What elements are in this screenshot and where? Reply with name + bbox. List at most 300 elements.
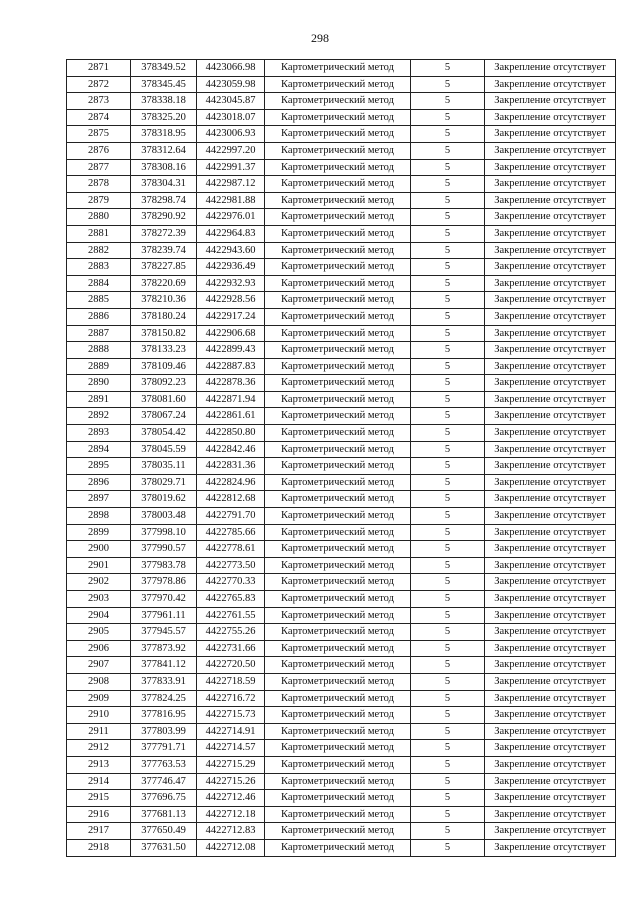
x-coordinate-cell: 377841.12 <box>131 657 197 674</box>
table-row <box>67 591 616 608</box>
method-cell: Картометрический метод <box>265 740 411 757</box>
point-number-cell: 2914 <box>67 773 131 790</box>
method-cell: Картометрический метод <box>265 541 411 558</box>
y-coordinate-cell: 4423066.98 <box>197 60 265 77</box>
method-cell: Картометрический метод <box>265 375 411 392</box>
accuracy-cell: 5 <box>411 474 485 491</box>
y-coordinate-cell: 4422943.60 <box>197 242 265 259</box>
x-coordinate-cell: 378220.69 <box>131 275 197 292</box>
point-number-cell: 2892 <box>67 408 131 425</box>
x-coordinate-cell: 377681.13 <box>131 806 197 823</box>
method-cell: Картометрический метод <box>265 491 411 508</box>
y-coordinate-cell: 4422899.43 <box>197 342 265 359</box>
x-coordinate-cell: 378081.60 <box>131 391 197 408</box>
y-coordinate-cell: 4422991.37 <box>197 159 265 176</box>
x-coordinate-cell: 378019.62 <box>131 491 197 508</box>
accuracy-cell: 5 <box>411 458 485 475</box>
y-coordinate-cell: 4422976.01 <box>197 209 265 226</box>
fixation-cell: Закрепление отсутствует <box>485 358 616 375</box>
x-coordinate-cell: 378054.42 <box>131 425 197 442</box>
x-coordinate-cell: 377631.50 <box>131 839 197 856</box>
accuracy-cell: 5 <box>411 408 485 425</box>
y-coordinate-cell: 4422987.12 <box>197 176 265 193</box>
method-cell: Картометрический метод <box>265 690 411 707</box>
x-coordinate-cell: 377873.92 <box>131 640 197 657</box>
x-coordinate-cell: 378318.95 <box>131 126 197 143</box>
accuracy-cell: 5 <box>411 126 485 143</box>
table-row <box>67 242 616 259</box>
method-cell: Картометрический метод <box>265 342 411 359</box>
fixation-cell: Закрепление отсутствует <box>485 591 616 608</box>
table-row <box>67 756 616 773</box>
accuracy-cell: 5 <box>411 508 485 525</box>
y-coordinate-cell: 4423006.93 <box>197 126 265 143</box>
table-row <box>67 192 616 209</box>
point-number-cell: 2893 <box>67 425 131 442</box>
table-row <box>67 673 616 690</box>
accuracy-cell: 5 <box>411 342 485 359</box>
x-coordinate-cell: 377696.75 <box>131 790 197 807</box>
fixation-cell: Закрепление отсутствует <box>485 391 616 408</box>
accuracy-cell: 5 <box>411 109 485 126</box>
y-coordinate-cell: 4422765.83 <box>197 591 265 608</box>
x-coordinate-cell: 378308.16 <box>131 159 197 176</box>
x-coordinate-cell: 378180.24 <box>131 308 197 325</box>
point-number-cell: 2896 <box>67 474 131 491</box>
table-row <box>67 60 616 77</box>
x-coordinate-cell: 377763.53 <box>131 756 197 773</box>
y-coordinate-cell: 4422715.26 <box>197 773 265 790</box>
accuracy-cell: 5 <box>411 574 485 591</box>
y-coordinate-cell: 4422714.57 <box>197 740 265 757</box>
y-coordinate-cell: 4422917.24 <box>197 308 265 325</box>
x-coordinate-cell: 378109.46 <box>131 358 197 375</box>
y-coordinate-cell: 4423059.98 <box>197 76 265 93</box>
point-number-cell: 2872 <box>67 76 131 93</box>
table-row <box>67 707 616 724</box>
point-number-cell: 2875 <box>67 126 131 143</box>
fixation-cell: Закрепление отсутствует <box>485 192 616 209</box>
table-row <box>67 425 616 442</box>
accuracy-cell: 5 <box>411 723 485 740</box>
method-cell: Картометрический метод <box>265 524 411 541</box>
accuracy-cell: 5 <box>411 159 485 176</box>
accuracy-cell: 5 <box>411 142 485 159</box>
table-row <box>67 126 616 143</box>
point-number-cell: 2908 <box>67 673 131 690</box>
accuracy-cell: 5 <box>411 524 485 541</box>
x-coordinate-cell: 377978.86 <box>131 574 197 591</box>
point-number-cell: 2894 <box>67 441 131 458</box>
page-number: 298 <box>311 31 329 45</box>
x-coordinate-cell: 377961.11 <box>131 607 197 624</box>
table-row <box>67 524 616 541</box>
accuracy-cell: 5 <box>411 773 485 790</box>
fixation-cell: Закрепление отсутствует <box>485 723 616 740</box>
x-coordinate-cell: 377650.49 <box>131 823 197 840</box>
method-cell: Картометрический метод <box>265 126 411 143</box>
table-row <box>67 823 616 840</box>
point-number-cell: 2890 <box>67 375 131 392</box>
point-number-cell: 2913 <box>67 756 131 773</box>
accuracy-cell: 5 <box>411 673 485 690</box>
x-coordinate-cell: 378298.74 <box>131 192 197 209</box>
x-coordinate-cell: 378312.64 <box>131 142 197 159</box>
table-row <box>67 458 616 475</box>
fixation-cell: Закрепление отсутствует <box>485 275 616 292</box>
fixation-cell: Закрепление отсутствует <box>485 408 616 425</box>
method-cell: Картометрический метод <box>265 607 411 624</box>
point-number-cell: 2891 <box>67 391 131 408</box>
fixation-cell: Закрепление отсутствует <box>485 209 616 226</box>
y-coordinate-cell: 4422824.96 <box>197 474 265 491</box>
x-coordinate-cell: 378290.92 <box>131 209 197 226</box>
method-cell: Картометрический метод <box>265 225 411 242</box>
x-coordinate-cell: 377998.10 <box>131 524 197 541</box>
y-coordinate-cell: 4422720.50 <box>197 657 265 674</box>
table-row <box>67 723 616 740</box>
method-cell: Картометрический метод <box>265 823 411 840</box>
y-coordinate-cell: 4422773.50 <box>197 557 265 574</box>
fixation-cell: Закрепление отсутствует <box>485 176 616 193</box>
method-cell: Картометрический метод <box>265 192 411 209</box>
table-row <box>67 839 616 856</box>
fixation-cell: Закрепление отсутствует <box>485 458 616 475</box>
point-number-cell: 2905 <box>67 624 131 641</box>
method-cell: Картометрический метод <box>265 574 411 591</box>
accuracy-cell: 5 <box>411 76 485 93</box>
y-coordinate-cell: 4422712.18 <box>197 806 265 823</box>
accuracy-cell: 5 <box>411 441 485 458</box>
x-coordinate-cell: 378239.74 <box>131 242 197 259</box>
point-number-cell: 2897 <box>67 491 131 508</box>
fixation-cell: Закрепление отсутствует <box>485 375 616 392</box>
accuracy-cell: 5 <box>411 557 485 574</box>
x-coordinate-cell: 378210.36 <box>131 292 197 309</box>
method-cell: Картометрический метод <box>265 458 411 475</box>
x-coordinate-cell: 377983.78 <box>131 557 197 574</box>
fixation-cell: Закрепление отсутствует <box>485 308 616 325</box>
point-number-cell: 2901 <box>67 557 131 574</box>
y-coordinate-cell: 4422718.59 <box>197 673 265 690</box>
x-coordinate-cell: 377803.99 <box>131 723 197 740</box>
table-row <box>67 441 616 458</box>
point-number-cell: 2877 <box>67 159 131 176</box>
y-coordinate-cell: 4422715.29 <box>197 756 265 773</box>
accuracy-cell: 5 <box>411 756 485 773</box>
accuracy-cell: 5 <box>411 740 485 757</box>
point-number-cell: 2886 <box>67 308 131 325</box>
method-cell: Картометрический метод <box>265 60 411 77</box>
x-coordinate-cell: 378067.24 <box>131 408 197 425</box>
fixation-cell: Закрепление отсутствует <box>485 292 616 309</box>
table-row <box>67 375 616 392</box>
x-coordinate-cell: 378227.85 <box>131 259 197 276</box>
accuracy-cell: 5 <box>411 225 485 242</box>
point-number-cell: 2878 <box>67 176 131 193</box>
accuracy-cell: 5 <box>411 591 485 608</box>
method-cell: Картометрический метод <box>265 259 411 276</box>
fixation-cell: Закрепление отсутствует <box>485 242 616 259</box>
x-coordinate-cell: 378045.59 <box>131 441 197 458</box>
point-number-cell: 2889 <box>67 358 131 375</box>
y-coordinate-cell: 4422842.46 <box>197 441 265 458</box>
table-row <box>67 657 616 674</box>
point-number-cell: 2883 <box>67 259 131 276</box>
y-coordinate-cell: 4423018.07 <box>197 109 265 126</box>
method-cell: Картометрический метод <box>265 624 411 641</box>
method-cell: Картометрический метод <box>265 508 411 525</box>
x-coordinate-cell: 378003.48 <box>131 508 197 525</box>
point-number-cell: 2882 <box>67 242 131 259</box>
accuracy-cell: 5 <box>411 292 485 309</box>
fixation-cell: Закрепление отсутствует <box>485 524 616 541</box>
fixation-cell: Закрепление отсутствует <box>485 607 616 624</box>
fixation-cell: Закрепление отсутствует <box>485 491 616 508</box>
point-number-cell: 2910 <box>67 707 131 724</box>
table-row <box>67 225 616 242</box>
y-coordinate-cell: 4422928.56 <box>197 292 265 309</box>
method-cell: Картометрический метод <box>265 358 411 375</box>
method-cell: Картометрический метод <box>265 756 411 773</box>
table-row <box>67 574 616 591</box>
accuracy-cell: 5 <box>411 425 485 442</box>
point-number-cell: 2907 <box>67 657 131 674</box>
point-number-cell: 2912 <box>67 740 131 757</box>
method-cell: Картометрический метод <box>265 209 411 226</box>
method-cell: Картометрический метод <box>265 474 411 491</box>
accuracy-cell: 5 <box>411 60 485 77</box>
method-cell: Картометрический метод <box>265 391 411 408</box>
point-number-cell: 2906 <box>67 640 131 657</box>
point-number-cell: 2871 <box>67 60 131 77</box>
table-row <box>67 109 616 126</box>
table-row <box>67 508 616 525</box>
table-row <box>67 259 616 276</box>
method-cell: Картометрический метод <box>265 176 411 193</box>
method-cell: Картометрический метод <box>265 806 411 823</box>
x-coordinate-cell: 378029.71 <box>131 474 197 491</box>
table-row <box>67 690 616 707</box>
y-coordinate-cell: 4422761.55 <box>197 607 265 624</box>
point-number-cell: 2880 <box>67 209 131 226</box>
x-coordinate-cell: 378133.23 <box>131 342 197 359</box>
fixation-cell: Закрепление отсутствует <box>485 76 616 93</box>
y-coordinate-cell: 4423045.87 <box>197 93 265 110</box>
y-coordinate-cell: 4422887.83 <box>197 358 265 375</box>
point-number-cell: 2916 <box>67 806 131 823</box>
y-coordinate-cell: 4422770.33 <box>197 574 265 591</box>
point-number-cell: 2902 <box>67 574 131 591</box>
y-coordinate-cell: 4422716.72 <box>197 690 265 707</box>
y-coordinate-cell: 4422714.91 <box>197 723 265 740</box>
table-row <box>67 308 616 325</box>
table-row <box>67 275 616 292</box>
fixation-cell: Закрепление отсутствует <box>485 790 616 807</box>
y-coordinate-cell: 4422861.61 <box>197 408 265 425</box>
fixation-cell: Закрепление отсутствует <box>485 159 616 176</box>
accuracy-cell: 5 <box>411 823 485 840</box>
fixation-cell: Закрепление отсутствует <box>485 624 616 641</box>
y-coordinate-cell: 4422712.83 <box>197 823 265 840</box>
method-cell: Картометрический метод <box>265 723 411 740</box>
method-cell: Картометрический метод <box>265 325 411 342</box>
fixation-cell: Закрепление отсутствует <box>485 773 616 790</box>
table-row <box>67 491 616 508</box>
table-row <box>67 740 616 757</box>
method-cell: Картометрический метод <box>265 308 411 325</box>
accuracy-cell: 5 <box>411 176 485 193</box>
coordinates-table <box>66 59 616 857</box>
accuracy-cell: 5 <box>411 839 485 856</box>
x-coordinate-cell: 377746.47 <box>131 773 197 790</box>
x-coordinate-cell: 378035.11 <box>131 458 197 475</box>
y-coordinate-cell: 4422778.61 <box>197 541 265 558</box>
fixation-cell: Закрепление отсутствует <box>485 557 616 574</box>
fixation-cell: Закрепление отсутствует <box>485 60 616 77</box>
accuracy-cell: 5 <box>411 657 485 674</box>
x-coordinate-cell: 377833.91 <box>131 673 197 690</box>
fixation-cell: Закрепление отсутствует <box>485 640 616 657</box>
point-number-cell: 2888 <box>67 342 131 359</box>
y-coordinate-cell: 4422812.68 <box>197 491 265 508</box>
table-row <box>67 773 616 790</box>
x-coordinate-cell: 378272.39 <box>131 225 197 242</box>
y-coordinate-cell: 4422936.49 <box>197 259 265 276</box>
fixation-cell: Закрепление отсутствует <box>485 508 616 525</box>
y-coordinate-cell: 4422997.20 <box>197 142 265 159</box>
table-row <box>67 541 616 558</box>
x-coordinate-cell: 378338.18 <box>131 93 197 110</box>
y-coordinate-cell: 4422715.73 <box>197 707 265 724</box>
y-coordinate-cell: 4422878.36 <box>197 375 265 392</box>
x-coordinate-cell: 378150.82 <box>131 325 197 342</box>
accuracy-cell: 5 <box>411 640 485 657</box>
point-number-cell: 2909 <box>67 690 131 707</box>
accuracy-cell: 5 <box>411 624 485 641</box>
point-number-cell: 2885 <box>67 292 131 309</box>
point-number-cell: 2887 <box>67 325 131 342</box>
y-coordinate-cell: 4422831.36 <box>197 458 265 475</box>
y-coordinate-cell: 4422791.70 <box>197 508 265 525</box>
table-row <box>67 408 616 425</box>
point-number-cell: 2899 <box>67 524 131 541</box>
y-coordinate-cell: 4422712.08 <box>197 839 265 856</box>
fixation-cell: Закрепление отсутствует <box>485 756 616 773</box>
method-cell: Картометрический метод <box>265 773 411 790</box>
accuracy-cell: 5 <box>411 707 485 724</box>
accuracy-cell: 5 <box>411 242 485 259</box>
accuracy-cell: 5 <box>411 690 485 707</box>
x-coordinate-cell: 377824.25 <box>131 690 197 707</box>
point-number-cell: 2917 <box>67 823 131 840</box>
method-cell: Картометрический метод <box>265 640 411 657</box>
accuracy-cell: 5 <box>411 607 485 624</box>
point-number-cell: 2918 <box>67 839 131 856</box>
fixation-cell: Закрепление отсутствует <box>485 823 616 840</box>
method-cell: Картометрический метод <box>265 159 411 176</box>
fixation-cell: Закрепление отсутствует <box>485 342 616 359</box>
point-number-cell: 2895 <box>67 458 131 475</box>
fixation-cell: Закрепление отсутствует <box>485 574 616 591</box>
y-coordinate-cell: 4422755.26 <box>197 624 265 641</box>
accuracy-cell: 5 <box>411 209 485 226</box>
table-row <box>67 624 616 641</box>
accuracy-cell: 5 <box>411 806 485 823</box>
fixation-cell: Закрепление отсутствует <box>485 839 616 856</box>
fixation-cell: Закрепление отсутствует <box>485 109 616 126</box>
fixation-cell: Закрепление отсутствует <box>485 142 616 159</box>
method-cell: Картометрический метод <box>265 591 411 608</box>
point-number-cell: 2874 <box>67 109 131 126</box>
fixation-cell: Закрепление отсутствует <box>485 425 616 442</box>
method-cell: Картометрический метод <box>265 790 411 807</box>
table-row <box>67 607 616 624</box>
fixation-cell: Закрепление отсутствует <box>485 740 616 757</box>
point-number-cell: 2900 <box>67 541 131 558</box>
table-row <box>67 474 616 491</box>
method-cell: Картометрический метод <box>265 242 411 259</box>
accuracy-cell: 5 <box>411 491 485 508</box>
accuracy-cell: 5 <box>411 790 485 807</box>
y-coordinate-cell: 4422932.93 <box>197 275 265 292</box>
table-row <box>67 76 616 93</box>
x-coordinate-cell: 377791.71 <box>131 740 197 757</box>
x-coordinate-cell: 378349.52 <box>131 60 197 77</box>
x-coordinate-cell: 377816.95 <box>131 707 197 724</box>
point-number-cell: 2876 <box>67 142 131 159</box>
table-row <box>67 790 616 807</box>
x-coordinate-cell: 377990.57 <box>131 541 197 558</box>
accuracy-cell: 5 <box>411 541 485 558</box>
fixation-cell: Закрепление отсутствует <box>485 441 616 458</box>
method-cell: Картометрический метод <box>265 707 411 724</box>
accuracy-cell: 5 <box>411 308 485 325</box>
fixation-cell: Закрепление отсутствует <box>485 474 616 491</box>
method-cell: Картометрический метод <box>265 93 411 110</box>
accuracy-cell: 5 <box>411 259 485 276</box>
y-coordinate-cell: 4422964.83 <box>197 225 265 242</box>
point-number-cell: 2915 <box>67 790 131 807</box>
point-number-cell: 2881 <box>67 225 131 242</box>
fixation-cell: Закрепление отсутствует <box>485 806 616 823</box>
method-cell: Картометрический метод <box>265 839 411 856</box>
table-row <box>67 325 616 342</box>
point-number-cell: 2884 <box>67 275 131 292</box>
y-coordinate-cell: 4422871.94 <box>197 391 265 408</box>
y-coordinate-cell: 4422731.66 <box>197 640 265 657</box>
fixation-cell: Закрепление отсутствует <box>485 259 616 276</box>
fixation-cell: Закрепление отсутствует <box>485 541 616 558</box>
x-coordinate-cell: 378304.31 <box>131 176 197 193</box>
method-cell: Картометрический метод <box>265 657 411 674</box>
fixation-cell: Закрепление отсутствует <box>485 93 616 110</box>
y-coordinate-cell: 4422981.88 <box>197 192 265 209</box>
x-coordinate-cell: 377970.42 <box>131 591 197 608</box>
fixation-cell: Закрепление отсутствует <box>485 126 616 143</box>
accuracy-cell: 5 <box>411 375 485 392</box>
table-row <box>67 640 616 657</box>
fixation-cell: Закрепление отсутствует <box>485 690 616 707</box>
point-number-cell: 2873 <box>67 93 131 110</box>
table-row <box>67 342 616 359</box>
table-row <box>67 557 616 574</box>
point-number-cell: 2911 <box>67 723 131 740</box>
accuracy-cell: 5 <box>411 275 485 292</box>
table-row <box>67 358 616 375</box>
table-row <box>67 391 616 408</box>
x-coordinate-cell: 378092.23 <box>131 375 197 392</box>
